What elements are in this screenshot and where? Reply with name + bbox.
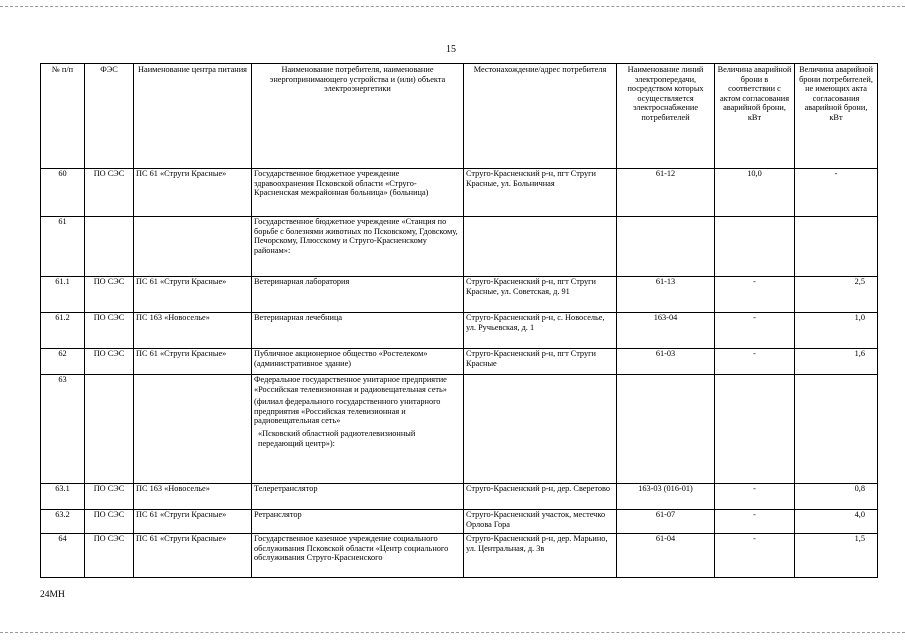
- header-power-center: Наименование центра питания: [134, 64, 252, 169]
- cell-number: 60: [41, 169, 85, 217]
- cell-reserve-no-act: 1,5: [795, 534, 878, 578]
- cell-number: 61: [41, 217, 85, 277]
- cell-fes: ПО СЭС: [85, 169, 134, 217]
- cell-consumer: Государственное бюджетное учреждение здравоохранения Псковской области «Струго-Красненская межрайонная больница» (больница): [252, 169, 464, 217]
- cell-reserve-act: -: [715, 313, 795, 349]
- cell-consumer: Государственное бюджетное учреждение «Станция по борьбе с болезнями животных по Псковскому, Гдовскому, Печорскому, Плюсскому и Струго-Красненскому районам»:: [252, 217, 464, 277]
- cell-consumer: [252, 375, 464, 484]
- header-fes: ФЭС: [85, 64, 134, 169]
- scan-edge-top: [0, 6, 905, 7]
- footer-document-code: 24МН: [40, 590, 65, 600]
- cell-number: 63.2: [41, 510, 85, 534]
- cell-reserve-no-act: 2,5: [795, 277, 878, 313]
- cell-power-line: [617, 375, 715, 484]
- cell-power-center: ПС 163 «Новоселье»: [134, 313, 252, 349]
- cell-reserve-act: -: [715, 510, 795, 534]
- cell-reserve-act: -: [715, 484, 795, 510]
- cell-reserve-act: -: [715, 349, 795, 375]
- cell-fes: [85, 217, 134, 277]
- cell-power-line: [617, 217, 715, 277]
- cell-consumer: Государственное казенное учреждение социального обслуживания Псковской области «Центр социального обслуживания Струго-Красненского: [252, 534, 464, 578]
- cell-reserve-no-act: 0,8: [795, 484, 878, 510]
- cell-power-center: [134, 217, 252, 277]
- cell-power-line: 61-12: [617, 169, 715, 217]
- reserve-table: [40, 63, 878, 578]
- cell-number: 63.1: [41, 484, 85, 510]
- cell-reserve-no-act: -: [795, 169, 878, 217]
- cell-consumer: Ветеринарная лечебница: [252, 313, 464, 349]
- page-number: 15: [446, 44, 456, 55]
- cell-power-line: 163-03 (016-01): [617, 484, 715, 510]
- cell-address: Струго-Красненский р-н, дер. Марьино, ул. Центральная, д. 3в: [464, 534, 617, 578]
- table-row: [41, 534, 878, 578]
- cell-reserve-act: [715, 375, 795, 484]
- table-row: [41, 510, 878, 534]
- cell-reserve-act: -: [715, 534, 795, 578]
- header-number: № п/п: [41, 64, 85, 169]
- header-address: Местонахождение/адрес потребителя: [464, 64, 617, 169]
- cell-number: 63: [41, 375, 85, 484]
- cell-power-center: [134, 375, 252, 484]
- cell-number: 64: [41, 534, 85, 578]
- table-row: [41, 349, 878, 375]
- cell-address: Струго-Красненский р-н, дер. Сверетово: [464, 484, 617, 510]
- cell-consumer: Публичное акционерное общество «Ростелеком» (административное здание): [252, 349, 464, 375]
- header-reserve-no-act: Величина аварийной брони потребителей, не имеющих акта согласования аварийной брони, кВт: [795, 64, 878, 169]
- cell-reserve-no-act: 4,0: [795, 510, 878, 534]
- cell-number: 61.1: [41, 277, 85, 313]
- cell-power-center: ПС 61 «Струги Красные»: [134, 349, 252, 375]
- cell-power-center: ПС 61 «Струги Красные»: [134, 534, 252, 578]
- cell-address: Струго-Красненский р-н, пгт Струги Красные, ул. Советская, д. 91: [464, 277, 617, 313]
- cell-power-center: ПС 61 «Струги Красные»: [134, 277, 252, 313]
- cell-power-line: 163-04: [617, 313, 715, 349]
- cell-address: [464, 217, 617, 277]
- consumer-paragraph: (филиал федерального государственного унитарного предприятия «Российская телевизионная и радиовещательная сеть»: [254, 397, 441, 426]
- cell-power-line: 61-04: [617, 534, 715, 578]
- cell-power-line: 61-03: [617, 349, 715, 375]
- cell-number: 62: [41, 349, 85, 375]
- cell-fes: ПО СЭС: [85, 349, 134, 375]
- cell-fes: ПО СЭС: [85, 484, 134, 510]
- cell-power-line: 61-13: [617, 277, 715, 313]
- cell-fes: ПО СЭС: [85, 534, 134, 578]
- table-row: [41, 313, 878, 349]
- table-row: [41, 169, 878, 217]
- table-row: [41, 277, 878, 313]
- cell-consumer: Ретранслятор: [252, 510, 464, 534]
- consumer-paragraph: Федеральное государственное унитарное предприятие «Российская телевизионная и радиовещательная сеть»: [254, 375, 447, 394]
- cell-reserve-act: 10,0: [715, 169, 795, 217]
- header-reserve-act: Величина аварийной брони в соответствии с актом согласования аварийной брони, кВт: [715, 64, 795, 169]
- table-header-row: [41, 64, 878, 169]
- cell-fes: [85, 375, 134, 484]
- cell-address: Струго-Красненский участок, местечко Орлова Гора: [464, 510, 617, 534]
- cell-address: [464, 375, 617, 484]
- cell-fes: ПО СЭС: [85, 510, 134, 534]
- header-consumer: Наименование потребителя, наименование энергопринимающего устройства и (или) объекта электроэнергетики: [252, 64, 464, 169]
- cell-reserve-act: [715, 217, 795, 277]
- cell-fes: ПО СЭС: [85, 277, 134, 313]
- cell-address: Струго-Красненский р-н, пгт Струги Красные, ул. Больничная: [464, 169, 617, 217]
- cell-consumer: Ветеринарная лаборатория: [252, 277, 464, 313]
- cell-power-line: 61-07: [617, 510, 715, 534]
- cell-address: Струго-Красненский р-н, с. Новоселье, ул. Ручьевская, д. 1: [464, 313, 617, 349]
- cell-number: 61.2: [41, 313, 85, 349]
- cell-reserve-act: -: [715, 277, 795, 313]
- scan-edge-bottom: [0, 632, 905, 633]
- table-row: [41, 484, 878, 510]
- cell-reserve-no-act: 1,0: [795, 313, 878, 349]
- cell-power-center: ПС 163 «Новоселье»: [134, 484, 252, 510]
- cell-address: Струго-Красненский р-н, пгт Струги Красные: [464, 349, 617, 375]
- table-row: [41, 217, 878, 277]
- cell-fes: ПО СЭС: [85, 313, 134, 349]
- cell-consumer: Телеретранслятор: [252, 484, 464, 510]
- cell-reserve-no-act: [795, 217, 878, 277]
- consumer-paragraph: «Псковский областной радиотелевизионный передающий центр»):: [258, 428, 416, 448]
- cell-power-center: ПС 61 «Струги Красные»: [134, 510, 252, 534]
- cell-power-center: ПС 61 «Струги Красные»: [134, 169, 252, 217]
- table-row: [41, 375, 878, 484]
- cell-reserve-no-act: [795, 375, 878, 484]
- header-power-lines: Наименование линий электропередачи, посредством которых осуществляется электроснабжение потребителей: [617, 64, 715, 169]
- cell-reserve-no-act: 1,6: [795, 349, 878, 375]
